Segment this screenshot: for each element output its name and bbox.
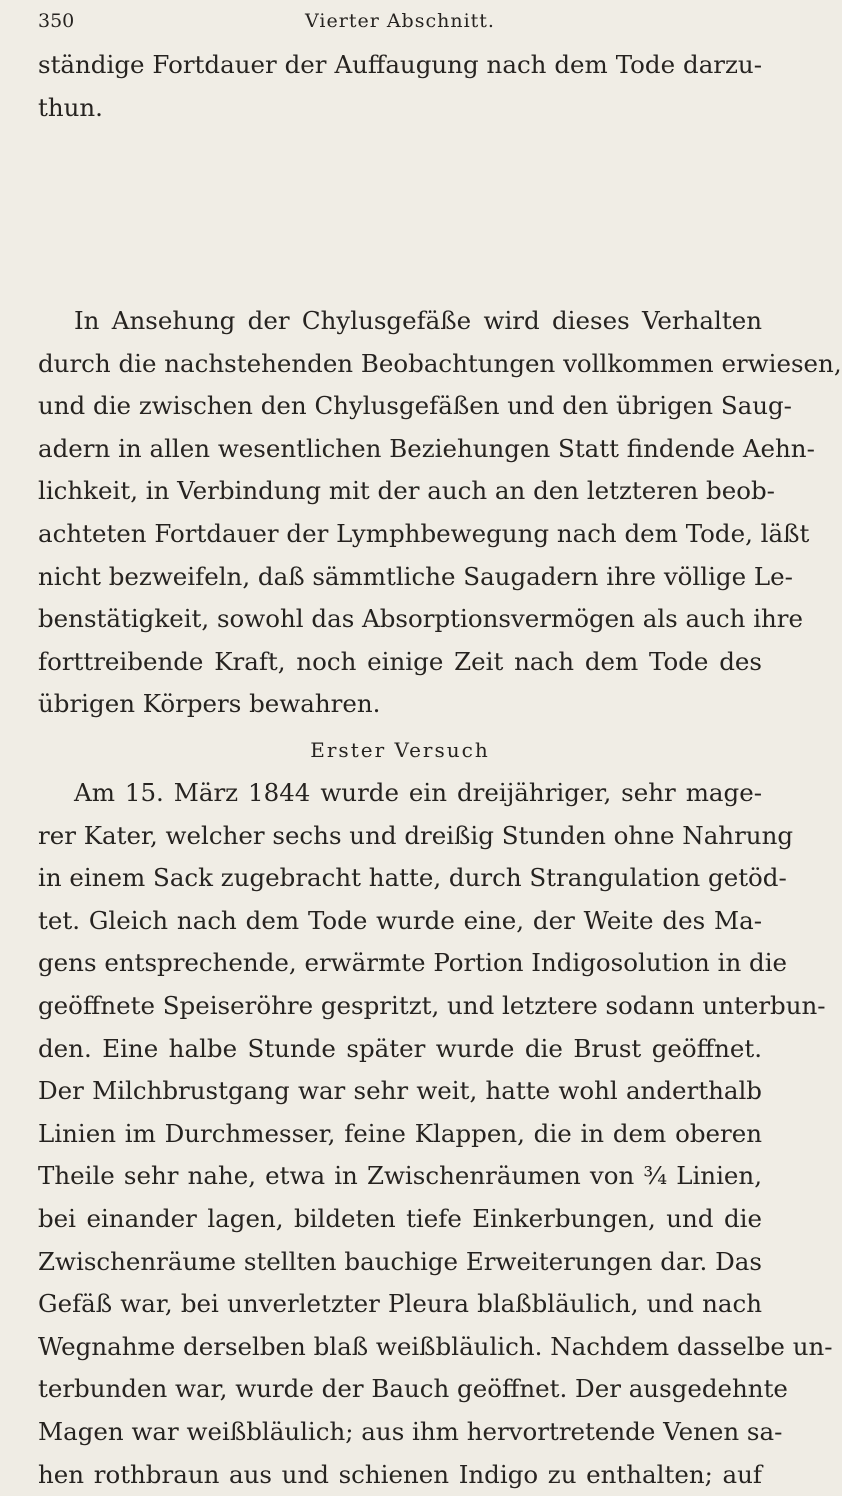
text-line: bei einander lagen, bildeten tiefe Einkerbungen, und die [38,1198,762,1241]
text-line: hen rothbraun aus und schienen Indigo zu enthalten; auf [38,1454,762,1496]
text-line: forttreibende Kraft, noch einige Zeit nach dem Tode des [38,641,762,684]
paragraph-2 [38,300,762,726]
text-line: rer Kater, welcher sechs und dreißig Stunden ohne Nahrung [38,815,762,858]
text-line: achteten Fortdauer der Lymphbewegung nach dem Tode, läßt [38,513,762,556]
text-line: Magen war weißbläulich; aus ihm hervortretende Venen sa- [38,1411,762,1454]
section-heading: Erster Versuch [0,738,800,762]
text-line: den. Eine halbe Stunde später wurde die Brust geöffnet. [38,1028,762,1071]
text-line: Gefäß war, bei unverletzter Pleura blaßbläulich, und nach [38,1283,762,1326]
text-line: ständige Fortdauer der Auffaugung nach dem Tode darzu- [38,44,762,87]
text-line: adern in allen wesentlichen Beziehungen Statt findende Aehn- [38,428,762,471]
text-line: lichkeit, in Verbindung mit der auch an den letzteren beob- [38,470,762,513]
text-line: Zwischenräume stellten bauchige Erweiterungen dar. Das [38,1241,762,1284]
paragraph-1 [38,44,762,129]
text-line: nicht bezweifeln, daß sämmtliche Saugadern ihre völlige Le- [38,556,762,599]
text-line: In Ansehung der Chylusgefäße wird dieses Verhalten [38,300,762,343]
text-line: tet. Gleich nach dem Tode wurde eine, der Weite des Ma- [38,900,762,943]
text-line: geöffnete Speiseröhre gespritzt, und letztere sodann unterbun- [38,985,762,1028]
text-line: Theile sehr nahe, etwa in Zwischenräumen von ¾ Linien, [38,1155,762,1198]
page-number: 350 [38,10,74,32]
paragraph-3 [38,772,762,1496]
text-line: in einem Sack zugebracht hatte, durch Strangulation getöd- [38,857,762,900]
text-line: thun. [38,87,762,130]
text-line: durch die nachstehenden Beobachtungen vollkommen erwiesen, [38,343,762,386]
text-line: Am 15. März 1844 wurde ein dreijähriger, sehr mage- [38,772,762,815]
text-line: übrigen Körpers bewahren. [38,683,762,726]
text-line: benstätigkeit, sowohl das Absorptionsvermögen als auch ihre [38,598,762,641]
running-head: Vierter Abschnitt. [38,10,762,32]
text-line: Wegnahme derselben blaß weißbläulich. Nachdem dasselbe un- [38,1326,762,1369]
text-line: Der Milchbrustgang war sehr weit, hatte wohl anderthalb [38,1070,762,1113]
text-line: gens entsprechende, erwärmte Portion Indigosolution in die [38,942,762,985]
text-line: Linien im Durchmesser, feine Klappen, die in dem oberen [38,1113,762,1156]
text-line: und die zwischen den Chylusgefäßen und den übrigen Saug- [38,385,762,428]
text-line: terbunden war, wurde der Bauch geöffnet. Der ausgedehnte [38,1368,762,1411]
page-header [38,10,762,40]
